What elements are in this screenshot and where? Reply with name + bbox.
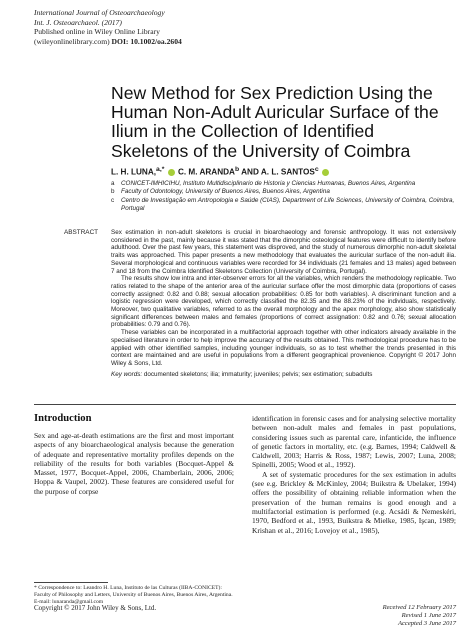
author-aranda-sup: b bbox=[234, 166, 240, 173]
article-title: New Method for Sex Prediction Using the Human Non-Adult Auricular Surface of the Ilium in the Collection of Identified Skeletons of the University of Coimbra bbox=[111, 83, 439, 161]
authors bbox=[111, 166, 456, 177]
body-paragraph: Sex and age-at-death estimations are the first and most important aspects of any bioarchaeological analysis because the generation of adequate and representative mortality profiles depends on the reliability of the results for both variables (Bocquet-Appel & Masset, 1977, Bocquet-Appel, 2006, Chamberlain, 2006, 2006; Hoppa & Vaupel, 2002). These features are considered useful for the purpose of corpse bbox=[34, 431, 234, 496]
site-link[interactable]: (wileyonlinelibrary.com) bbox=[34, 36, 110, 46]
abstract-paragraph: The results show low intra and inter-observer errors for all the variables, which renders the methodology replicable. Two ratios related to the shape of the anterior area of the auricular surface offer the most dimorphic data (proportions of cases correctly assigned: 0.82 and 0.88; sexual allocation probabilities: 0.85 for both variables). A discriminant function and a logistic regression were developed, which correctly classified the 82.35 and the 88.23% of the individuals, respectively. Moreover, two qualitative variables, referred to as the overall morphology and the apex morphology, also show statistically significant differences between males and females (proportions of correct assignation: 0.82 and 0.76; sexual allocation probabilities: 0.79 and 0.76). bbox=[111, 275, 456, 329]
correspondence-footnote: * Correspondence to: Leandro H. Luna, Instituto de las Culturas (IIBA-CONICET): Faculty of Philosophy and Letters, University of Buenos Aires, Buenos Aires, Argentina. E-mail: lunaranda@gmail.com bbox=[34, 585, 233, 605]
abstract bbox=[111, 229, 456, 378]
journal-header bbox=[34, 8, 454, 46]
keywords-label: Key words: bbox=[111, 370, 143, 378]
affiliations bbox=[111, 180, 456, 214]
intro-right-column bbox=[252, 414, 456, 535]
affiliation-mark: c bbox=[111, 196, 115, 204]
copyright-line: Copyright © 2017 John Wiley & Sons, Ltd. bbox=[34, 604, 157, 612]
journal-name: International Journal of Osteoarchaeology bbox=[34, 8, 165, 17]
article-dates bbox=[340, 604, 456, 629]
author-santos: A. L. SANTOS bbox=[260, 167, 315, 177]
section-heading-introduction: Introduction bbox=[34, 413, 92, 424]
affiliation-mark: a bbox=[111, 180, 115, 187]
doi[interactable]: DOI: 10.1002/oa.2604 bbox=[111, 36, 182, 46]
journal-citation: Int. J. Osteoarchaeol. (2017) bbox=[34, 17, 122, 27]
affiliation-mark: b bbox=[111, 188, 115, 196]
abstract-label: ABSTRACT bbox=[64, 229, 99, 236]
affiliation bbox=[111, 180, 456, 188]
author-santos-sup: c bbox=[314, 166, 319, 173]
author-luna: L. H. LUNA, bbox=[111, 167, 157, 177]
author-aranda: C. M. ARANDA bbox=[177, 167, 235, 177]
and-word: AND bbox=[241, 167, 259, 177]
orcid-icon[interactable] bbox=[168, 169, 175, 176]
affiliation-text: CONICET-IMHICIHU, Instituto Multidisciplinario de Historia y Ciencias Humanas, Buenos Aires, Argentina bbox=[121, 180, 416, 187]
keywords bbox=[111, 371, 456, 379]
orcid-icon[interactable] bbox=[322, 169, 329, 176]
body-paragraph: A set of systematic procedures for the sex estimation in adults (see e.g. Brickley & McKinley, 2004; Buikstra & Ubelaker, 1994) offers the possibility of obtaining reliable information when the preservation of the human remains is good enough and a multifactorial estimation is performed (e.g. Acsádi & Nemeskéri, 1970, Bedford et al., 1993, Buikstra & Mielke, 1985, Işcan, 1989; Krishan et al., 2016; Lovejoy et al., 1985), bbox=[252, 469, 456, 535]
affiliation bbox=[111, 188, 456, 196]
author-luna-sup: a,* bbox=[156, 166, 165, 173]
doi-line bbox=[34, 37, 454, 47]
abstract-paragraph: These variables can be incorporated in a multifactorial approach together with other indicators already available in the specialised literature in order to help improve the accuracy of the results obtained. This methodological procedure has to be applied with other identified samples, including younger individuals, so as to test whether the trends presented in this context are maintained and are useful in populations from a different geographical provenience. Copyright © 2017 John Wiley & Sons, Ltd. bbox=[111, 329, 456, 367]
affiliation-text: Centro de Investigação em Antropologia e Saúde (CIAS), Department of Life Sciences, University of Coimbra, Coimbra, Portugal bbox=[121, 196, 455, 213]
received-date: Received 12 February 2017 bbox=[382, 604, 456, 611]
section-divider bbox=[34, 404, 456, 405]
affiliation bbox=[111, 197, 456, 214]
affiliation-text: Faculty of Odontology, University of Buenos Aires, Buenos Aires, Argentina bbox=[121, 188, 330, 196]
revised-date: Revised 1 June 2017 bbox=[401, 612, 456, 620]
abstract-paragraph: Sex estimation in non-adult skeletons is crucial in bioarchaeology and forensic anthropology. It was not extensively considered in the past, mainly because it was stated that the dimorphic osteological features were difficult to identify before adulthood. Over the past few years, this statement was disproved, and the study of numerous dimorphic non-adult skeletal traits was approached. This paper presents a new methodology that evaluates the auricular surface of the non-adult ilia. Several morphological and continuous variables were recorded for 34 individuals (21 females and 13 males) aged between 7 and 18 from the Coimbra Identified Skeletons Collection (University of Coimbra, Portugal). bbox=[111, 229, 456, 275]
published-online: Published online in Wiley Online Library bbox=[34, 27, 160, 37]
intro-left-column bbox=[34, 431, 234, 496]
accepted-date: Accepted 3 June 2017 bbox=[397, 620, 456, 628]
body-paragraph: identification in forensic cases and for analysing selective mortality between non-adult males and females in past populations, considering issues such as parental care, infanticide, the influence of genetic factors in mortality, etc. (e.g. Barnes, 1994; Caldwell & Caldwell, 2003; Harris & Ross, 1987; Lewis, 2007; Luna, 2008; Spinelli, 2005; Wood et al., 1992). bbox=[252, 414, 456, 470]
keywords-text: documented skeletons; ilia; immaturity; juveniles; pelvis; sex estimation; subadults bbox=[143, 370, 373, 378]
footnote-divider bbox=[34, 582, 108, 583]
